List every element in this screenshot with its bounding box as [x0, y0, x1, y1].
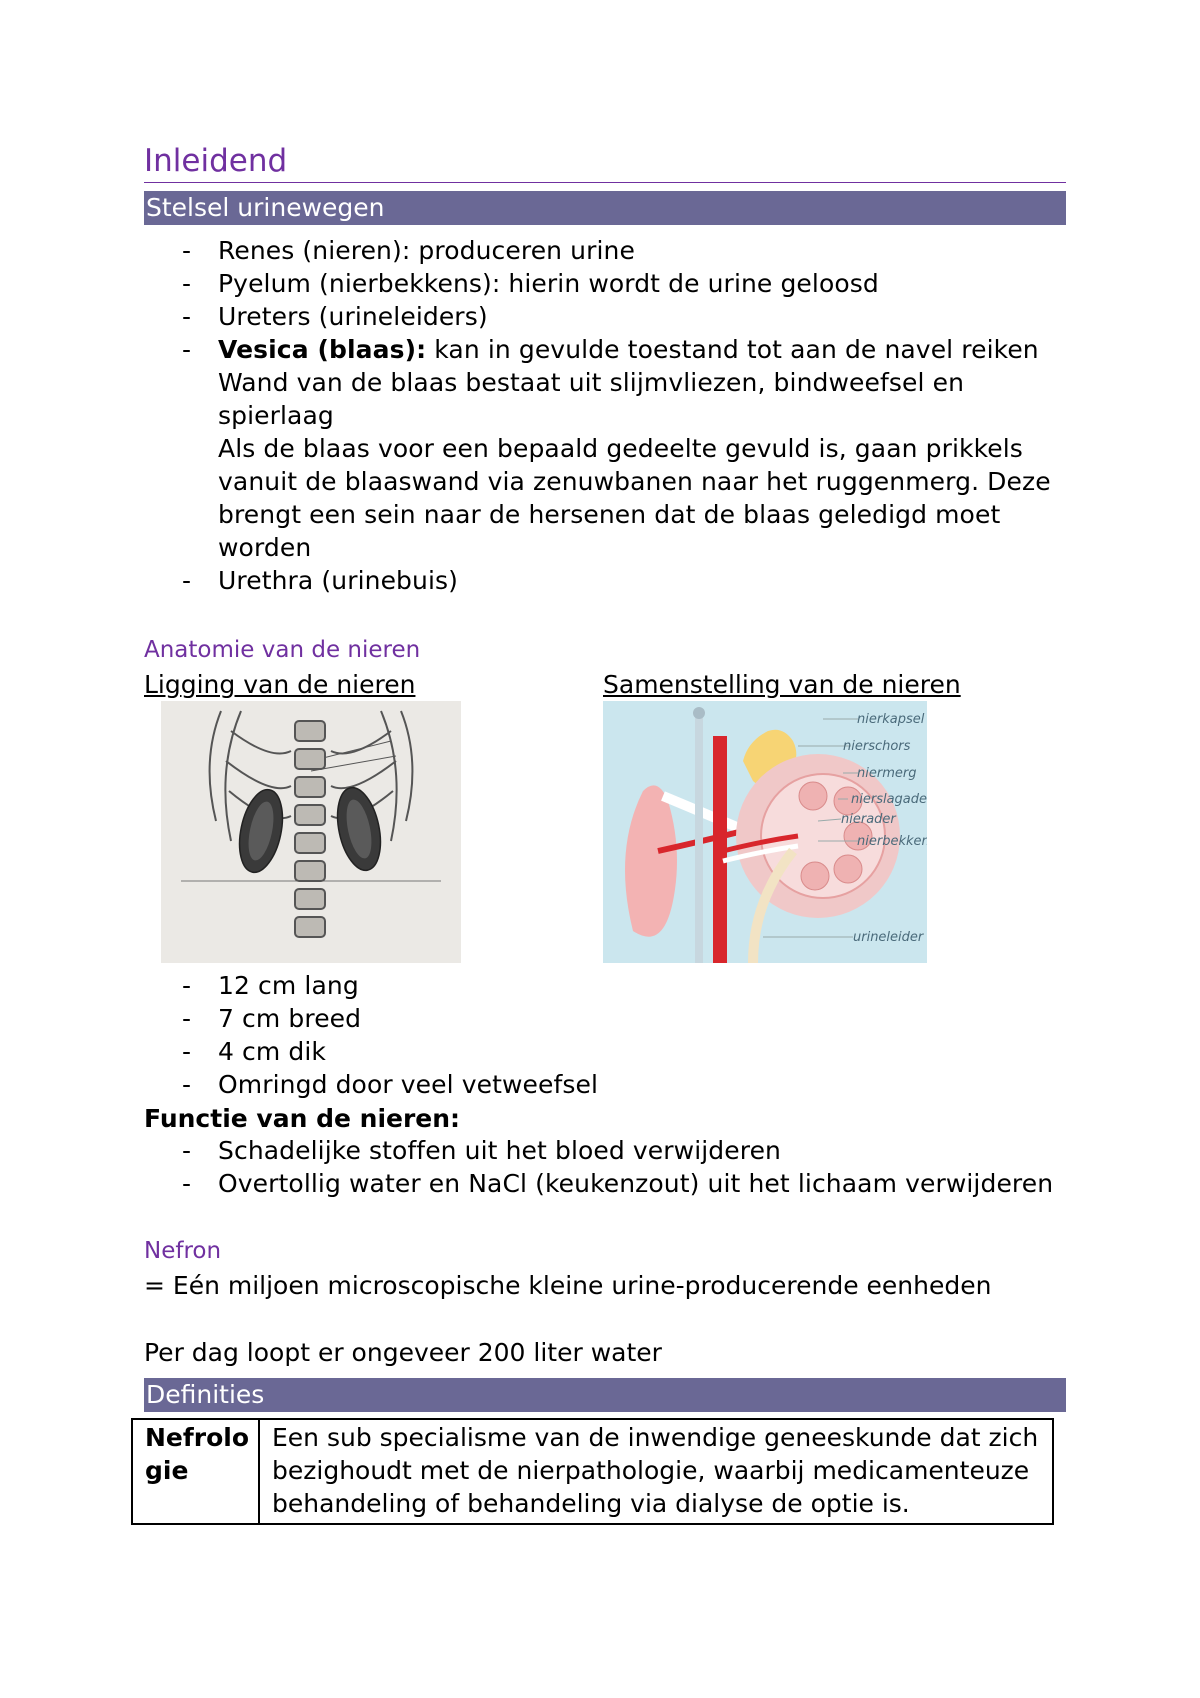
list-item: - Vesica (blaas): kan in gevulde toestand tot aan de navel reiken Wand van de blaas bestaat uit slijmvliezen, bindweefsel en spierlaag Als de blaas voor een bepaald gedeelte gevuld is, gaan prikkels vanuit de blaaswand via zenuwbanen naar het ruggenmerg. Deze brengt een sein naar de hersenen dat de blaas geledigd moet worden — [144, 333, 1074, 564]
kidney-composition-drawing — [603, 701, 927, 963]
label-niermerg: niermerg — [857, 766, 917, 781]
definition-text: Een sub specialisme van de inwendige geneeskunde dat zich bezighoudt met de nierpathologie, waarbij medicamenteuze behandeling of behandeling via dialyse de optie is. — [259, 1419, 1053, 1524]
term-bold: Vesica (blaas): — [218, 335, 427, 364]
list-item: - 12 cm lang — [144, 969, 1074, 1002]
function-heading: Functie van de nieren: — [144, 1104, 461, 1133]
item-note: Wand van de blaas bestaat uit slijmvliezen, bindweefsel en spierlaag — [218, 368, 965, 430]
kidney-location-figure — [161, 701, 461, 963]
composition-heading: Samenstelling van de nieren — [603, 670, 961, 699]
list-item: - Schadelijke stoffen uit het bloed verwijderen — [144, 1134, 1074, 1167]
label-nierader: nierader — [841, 812, 896, 827]
item-note: Als de blaas voor een bepaald gedeelte gevuld is, gaan prikkels vanuit de blaaswand via zenuwbanen naar het ruggenmerg. Deze brengt een sein naar de hersenen dat de blaas geledigd moet worden — [218, 434, 1051, 562]
list-item: - Omringd door veel vetweefsel — [144, 1068, 1074, 1101]
label-nierbekken: nierbekken — [857, 834, 927, 849]
kidney-location-drawing — [161, 701, 461, 963]
nefron-heading: Nefron — [144, 1238, 222, 1264]
list-item: - Renes (nieren): produceren urine — [144, 234, 1074, 267]
definition-term: Nefrologie — [132, 1419, 259, 1524]
label-nierkapsel: nierkapsel — [857, 712, 925, 727]
urinary-list — [144, 234, 1074, 597]
label-urineleider: urineleider — [853, 930, 924, 945]
list-item: - Overtollig water en NaCl (keukenzout) uit het lichaam verwijderen — [144, 1167, 1074, 1200]
nefron-definition: = Eén miljoen microscopische kleine urine-producerende eenheden — [144, 1271, 992, 1300]
anatomy-heading: Anatomie van de nieren — [144, 637, 421, 663]
list-item: - Ureters (urineleiders) — [144, 300, 1074, 333]
list-item: - 4 cm dik — [144, 1035, 1074, 1068]
list-item: - 7 cm breed — [144, 1002, 1074, 1035]
list-item: - Urethra (urinebuis) — [144, 564, 1074, 597]
kidney-composition-figure — [603, 701, 927, 963]
section-heading-stelsel: Stelsel urinewegen — [144, 191, 1066, 225]
label-nierschors: nierschors — [843, 739, 911, 754]
definitions-table — [131, 1418, 1054, 1525]
location-heading: Ligging van de nieren — [144, 670, 416, 699]
function-list — [144, 1134, 1074, 1200]
label-nierslagader: nierslagader — [851, 792, 927, 807]
kidney-facts-list — [144, 969, 1074, 1101]
nefron-fact: Per dag loopt er ongeveer 200 liter water — [144, 1338, 662, 1367]
section-heading-definities: Definities — [144, 1378, 1066, 1412]
list-item: - Pyelum (nierbekkens): hierin wordt de urine geloosd — [144, 267, 1074, 300]
table-row — [132, 1419, 1053, 1524]
title-underline — [144, 182, 1066, 183]
page-title: Inleidend — [144, 143, 288, 179]
